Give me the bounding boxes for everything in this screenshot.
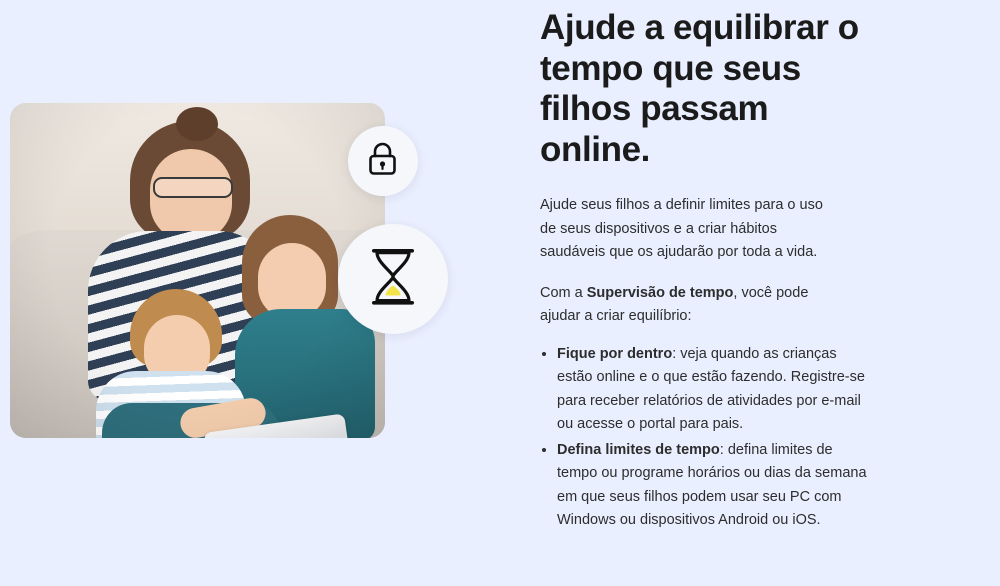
hourglass-badge xyxy=(338,224,448,334)
intro-paragraph: Ajude seus filhos a definir limites para o uso de seus dispositivos e a criar hábitos saudáveis que os ajudarão por toda a vida. xyxy=(540,197,823,261)
feature-label: Fique por dentro xyxy=(557,345,673,362)
feature-label: Defina limites de tempo xyxy=(557,441,720,458)
list-item xyxy=(557,439,869,533)
supervision-paragraph xyxy=(540,282,840,329)
photo-canvas xyxy=(10,103,385,438)
feature-text: : defina limites de tempo ou programe horários ou dias da semana em que seus filhos podem usar seu PC com Windows ou dispositivos Android ou iOS. xyxy=(557,441,867,529)
supervision-suffix: , você pode ajudar a criar equilíbrio: xyxy=(540,284,809,325)
text-column xyxy=(540,0,940,586)
family-photo xyxy=(10,103,385,438)
padlock-badge xyxy=(348,126,418,196)
list-item xyxy=(557,343,869,437)
page-title: Ajude a equilibrar o tempo que seus filhos passam online. xyxy=(540,8,859,169)
feature-list xyxy=(540,343,869,533)
supervision-feature-name: Supervisão de tempo xyxy=(586,284,734,301)
feature-text: : veja quando as crianças estão online e o que estão fazendo. Registre-se para receber relatórios de atividades por e-mail ou acesse o portal para pais. xyxy=(557,345,865,433)
photo-vignette xyxy=(10,103,385,438)
hourglass-icon xyxy=(365,246,421,313)
padlock-icon xyxy=(366,141,400,182)
supervision-prefix: Com a xyxy=(540,284,587,301)
